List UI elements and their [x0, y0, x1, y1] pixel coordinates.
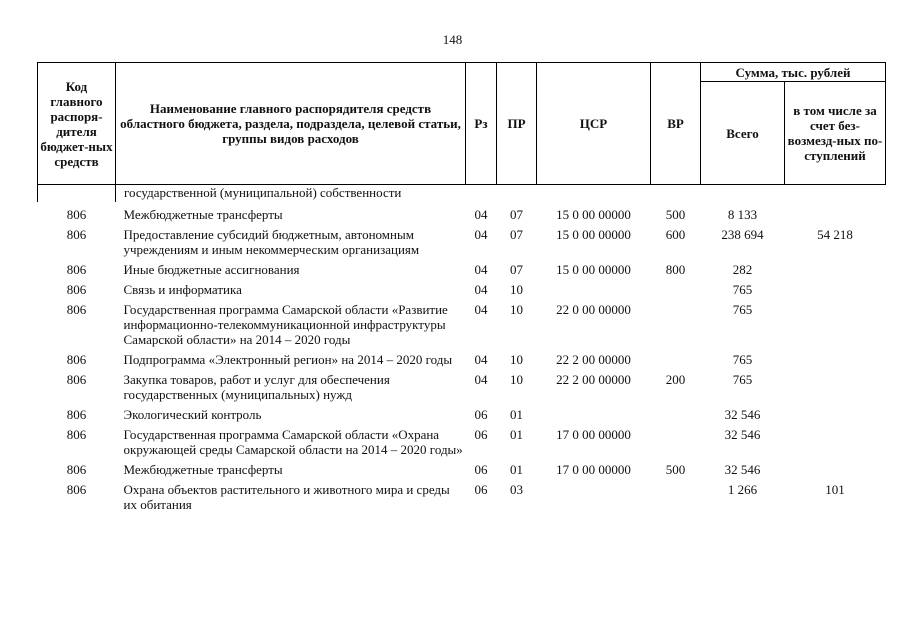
cell-code: 806 [66, 427, 87, 442]
cell-total: 765 [732, 302, 753, 317]
cell-vr [651, 422, 701, 457]
cell-pr: 10 [510, 302, 523, 317]
header-sum-group: Сумма, тыс. рублей [701, 63, 886, 82]
cell-free: 54 218 [817, 227, 853, 242]
cell-name: Межбюджетные трансферты [123, 207, 283, 222]
table-row [38, 422, 886, 457]
cell-total: 238 694 [721, 227, 764, 242]
cell-pr: 07 [510, 262, 523, 277]
cell-vr: 500 [665, 207, 686, 222]
cell-csr: 15 0 00 00000 [556, 227, 631, 242]
cell-vr: 200 [665, 372, 686, 387]
table-row [38, 477, 886, 512]
cell-name: Закупка товаров, работ и услуг для обеспечения государственных (муниципальных) нужд [123, 372, 390, 402]
cell-csr [537, 477, 651, 512]
cell-vr [651, 347, 701, 367]
cell-pr: 01 [510, 427, 523, 442]
table-row [38, 402, 886, 422]
cell-total: 765 [732, 352, 753, 367]
continuation-row [38, 185, 886, 203]
cell-pr: 07 [510, 207, 523, 222]
cell-total: 32 546 [724, 427, 761, 442]
cell-csr: 22 2 00 00000 [556, 372, 631, 387]
cell-name: Иные бюджетные ассигнования [123, 262, 300, 277]
cell-csr: 22 2 00 00000 [556, 352, 631, 367]
cell-csr [537, 277, 651, 297]
cell-csr: 17 0 00 00000 [556, 462, 631, 477]
table-row [38, 367, 886, 402]
cell-vr [651, 402, 701, 422]
header-pr: ПР [497, 63, 537, 185]
cell-code: 806 [66, 207, 87, 222]
table-row [38, 202, 886, 222]
cell-csr: 15 0 00 00000 [556, 262, 631, 277]
cell-vr: 600 [665, 227, 686, 242]
cell-code: 806 [66, 302, 87, 317]
cell-free [785, 277, 886, 297]
cell-total: 282 [732, 262, 753, 277]
cell-pr: 10 [510, 372, 523, 387]
cell-name: Подпрограмма «Электронный регион» на 2014 – 2020 годы [123, 352, 453, 367]
cell-name: Государственная программа Самарской области «Развитие информационно-телекоммуникационной инфраструктуры Самарской области» на 2014 – 2020 годы [123, 302, 448, 347]
cell-name: Экологический контроль [123, 407, 262, 422]
table-row [38, 297, 886, 347]
cell-pr: 07 [510, 227, 523, 242]
cell-code: 806 [66, 462, 87, 477]
table-row [38, 347, 886, 367]
cell-total: 765 [732, 282, 753, 297]
cell-rz: 04 [474, 207, 488, 222]
cell-rz: 04 [474, 282, 488, 297]
cell-name: Межбюджетные трансферты [123, 462, 283, 477]
cell-csr: 17 0 00 00000 [556, 427, 631, 442]
cell-pr: 01 [510, 407, 523, 422]
cell-total: 8 133 [727, 207, 758, 222]
cell-vr [651, 297, 701, 347]
cell-rz: 04 [474, 262, 488, 277]
cell-rz: 04 [474, 372, 488, 387]
cell-vr [651, 477, 701, 512]
cell-free [785, 347, 886, 367]
table-row [38, 457, 886, 477]
cell-rz: 04 [474, 352, 488, 367]
header-total: Всего [701, 82, 785, 185]
header-free: в том числе за счет без-возмезд-ных по-ступлений [785, 82, 886, 185]
cell-pr: 01 [510, 462, 523, 477]
header-name: Наименование главного распорядителя средств областного бюджета, раздела, подраздела, целевой статьи, группы видов расходов [116, 63, 466, 185]
table-header [38, 63, 886, 185]
header-csr: ЦСР [537, 63, 651, 185]
cell-free [785, 297, 886, 347]
table-row [38, 222, 886, 257]
table-body [38, 185, 886, 513]
cell-rz: 04 [474, 227, 488, 242]
cell-code: 806 [66, 282, 87, 297]
cell-free [785, 457, 886, 477]
cell-total: 1 266 [727, 482, 758, 497]
cell-free: 101 [825, 482, 845, 497]
table-row [38, 257, 886, 277]
cell-total: 765 [732, 372, 753, 387]
cell-pr: 03 [510, 482, 523, 497]
cell-free [785, 402, 886, 422]
cell-code: 806 [66, 262, 87, 277]
table-row [38, 277, 886, 297]
cell-free [785, 257, 886, 277]
cell-free [785, 422, 886, 457]
cell-code: 806 [66, 482, 87, 497]
cell-vr [651, 277, 701, 297]
cell-code: 806 [66, 407, 87, 422]
cell-code: 806 [66, 372, 87, 387]
cell-rz: 06 [474, 482, 488, 497]
cell-code: 806 [66, 352, 87, 367]
header-rz: Рз [466, 63, 497, 185]
cell-name: Предоставление субсидий бюджетным, автономным учреждениям и иным некоммерческим организациям [123, 227, 420, 257]
cell-pr: 10 [510, 352, 523, 367]
cell-name: Охрана объектов растительного и животного мира и среды их обитания [123, 482, 450, 512]
cell-vr: 500 [665, 462, 686, 477]
cell-code: 806 [66, 227, 87, 242]
budget-table [37, 62, 886, 512]
header-vr: ВР [651, 63, 701, 185]
cell-rz: 06 [474, 427, 488, 442]
cell-rz: 04 [474, 302, 488, 317]
cell-rz: 06 [474, 462, 488, 477]
cell-name: Государственная программа Самарской области «Охрана окружающей среды Самарской области на 2014 – 2020 годы» [123, 427, 463, 457]
cell-rz: 06 [474, 407, 488, 422]
cell-free [785, 202, 886, 222]
cell-vr: 800 [665, 262, 686, 277]
header-code: Код главного распоря-дителя бюджет-ных средств [38, 63, 116, 185]
cell-pr: 10 [510, 282, 523, 297]
cell-free [785, 367, 886, 402]
cell-csr: 15 0 00 00000 [556, 207, 631, 222]
cell-total: 32 546 [724, 462, 761, 477]
cell-csr [537, 402, 651, 422]
cell-name: Связь и информатика [123, 282, 242, 297]
continuation-text: государственной (муниципальной) собственности [124, 185, 402, 200]
page-number: 148 [442, 32, 463, 47]
cell-csr: 22 0 00 00000 [556, 302, 631, 317]
cell-total: 32 546 [724, 407, 761, 422]
